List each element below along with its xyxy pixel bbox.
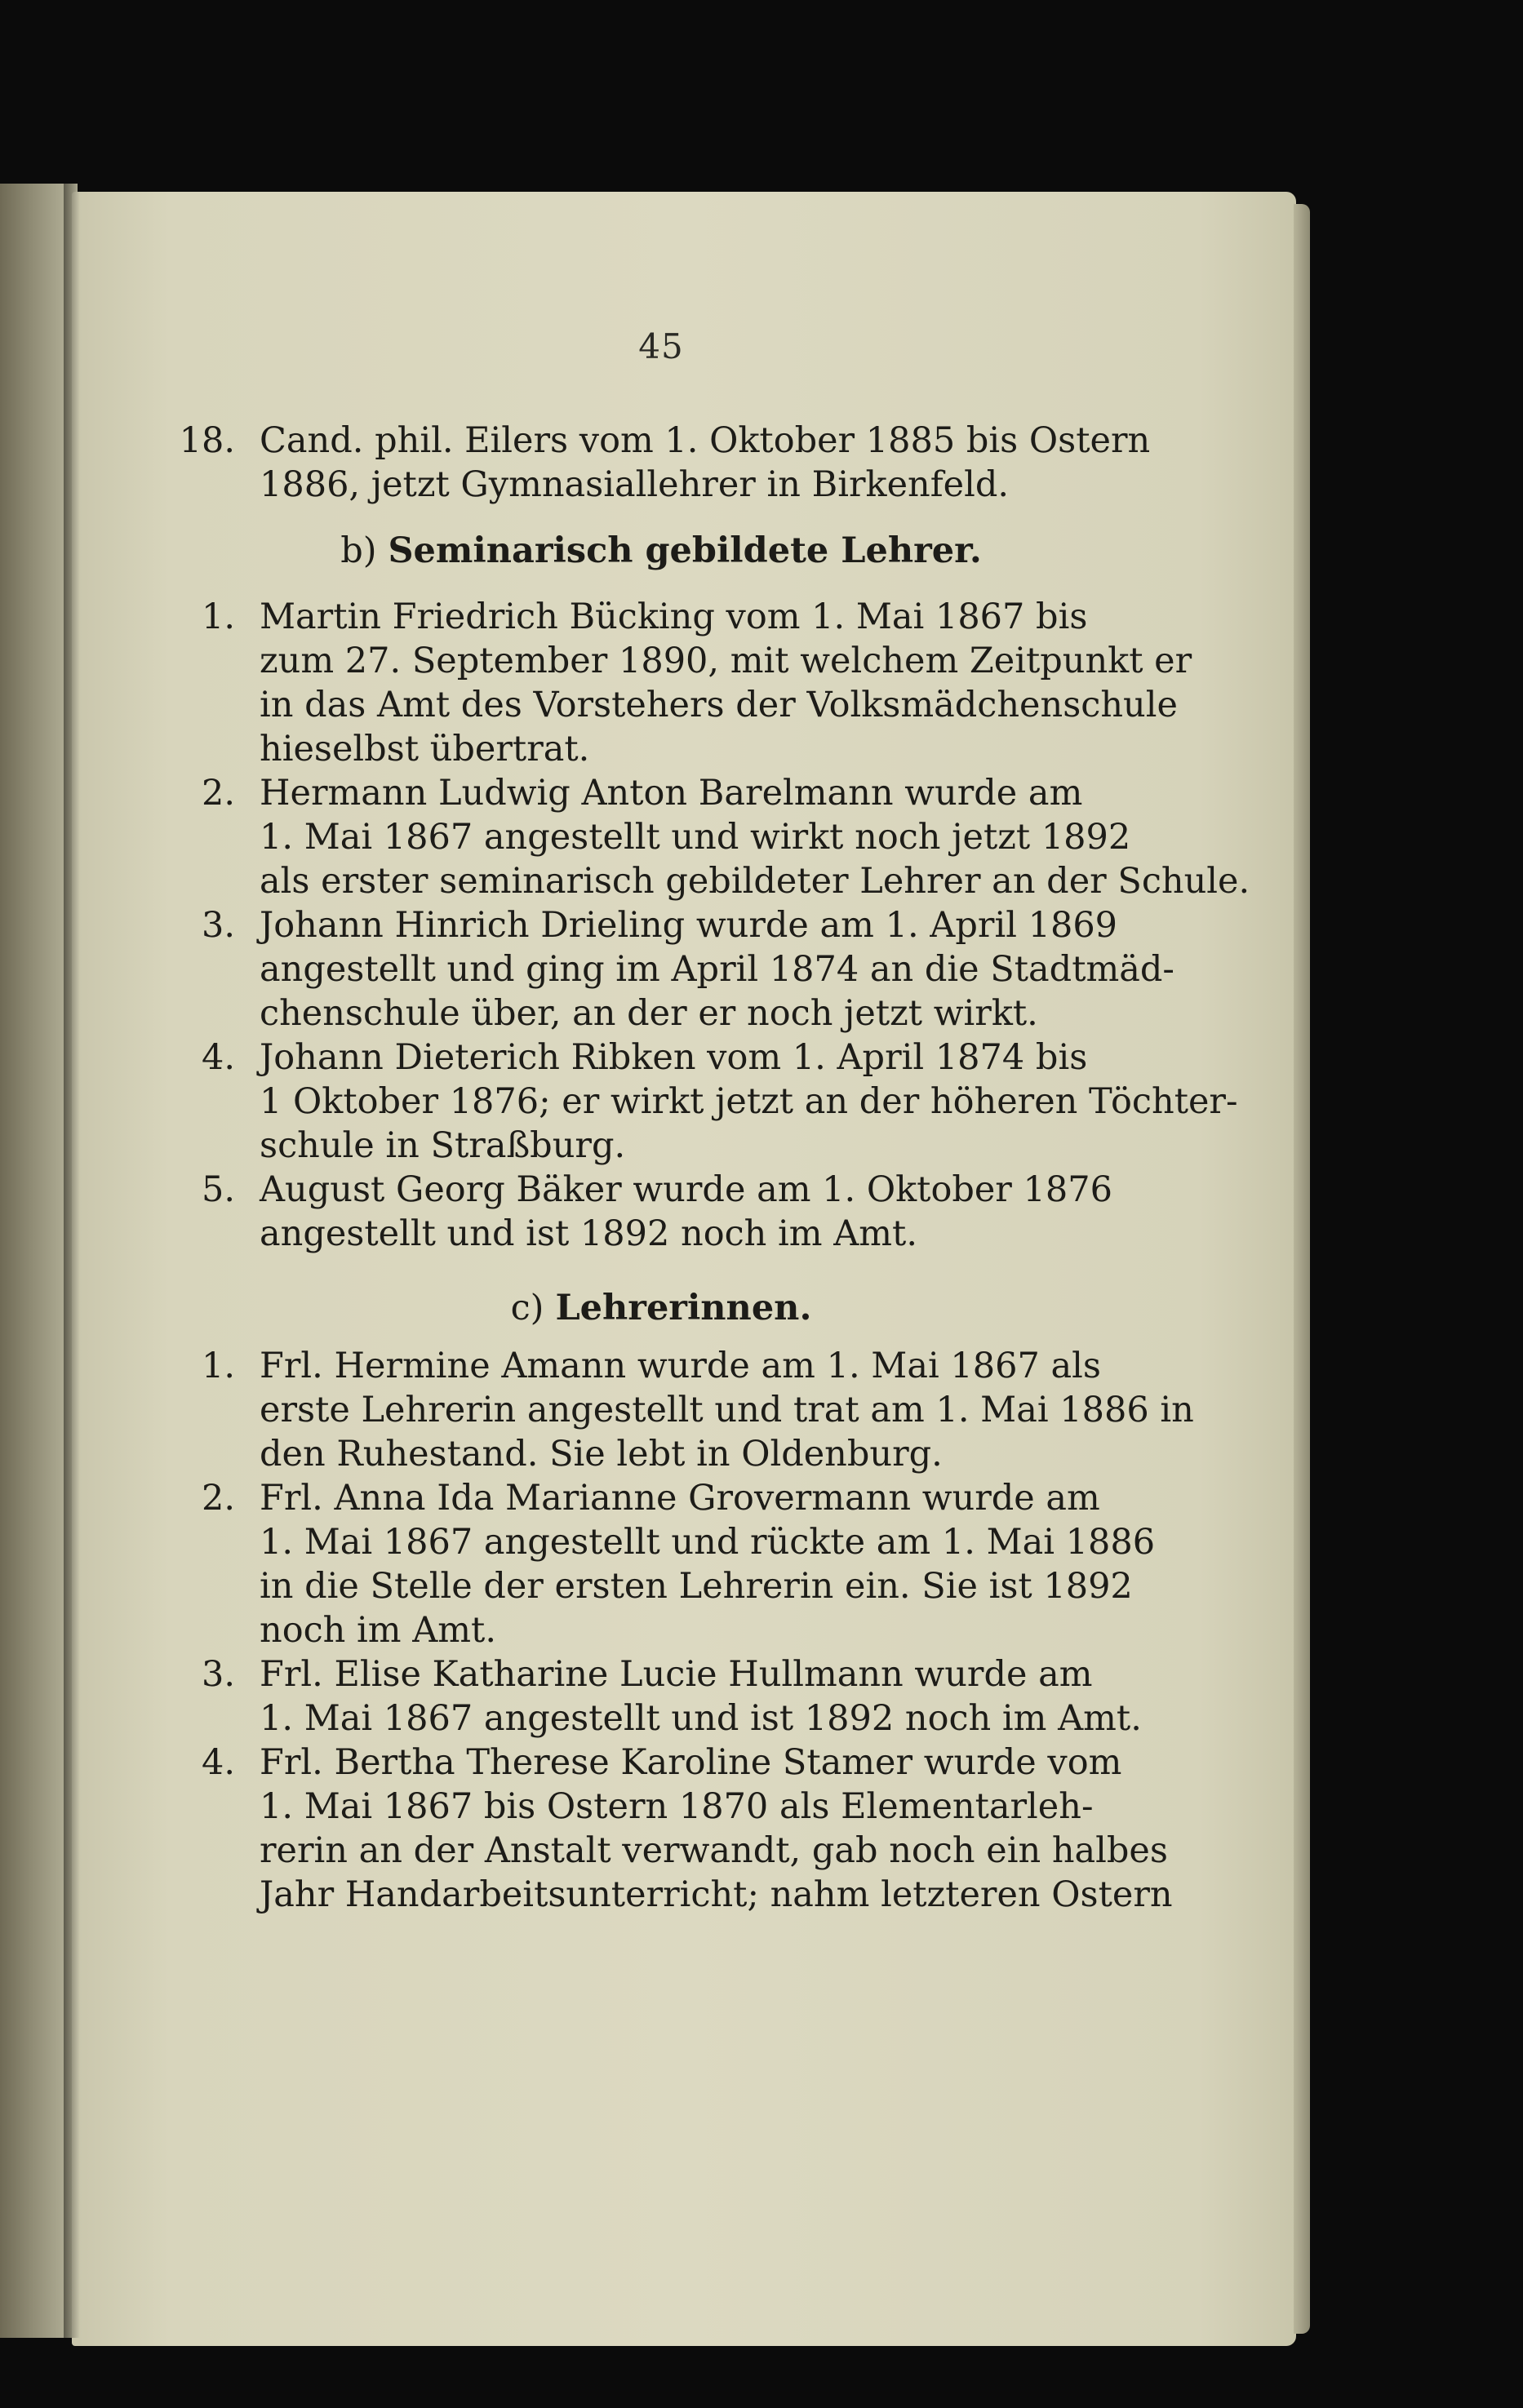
section-heading — [0, 1288, 1322, 1328]
entry-number: 5. — [201, 1169, 235, 1210]
entry-line: angestellt und ist 1892 noch im Amt. — [260, 1213, 917, 1254]
entry-line: Frl. Bertha Therese Karoline Stamer wurde vom — [260, 1742, 1122, 1783]
entry-line: Frl. Anna Ida Marianne Grovermann wurde am — [260, 1478, 1100, 1519]
page-fore-edge — [1294, 204, 1310, 2334]
page-number: 45 — [638, 326, 684, 366]
entry-line: 1 Oktober 1876; er wirkt jetzt an der höheren Töchter- — [260, 1081, 1238, 1122]
entry-line: Hermann Ludwig Anton Barelmann wurde am — [260, 773, 1083, 814]
entry-line: chenschule über, an der er noch jetzt wirkt. — [260, 993, 1038, 1034]
entry-line: rerin an der Anstalt verwandt, gab noch ein halbes — [260, 1830, 1168, 1871]
entry-line: August Georg Bäker wurde am 1. Oktober 1876 — [260, 1169, 1112, 1210]
section-title: Seminarisch gebildete Lehrer. — [388, 530, 982, 571]
section-letter: b) — [340, 530, 377, 571]
entry-line: Frl. Hermine Amann wurde am 1. Mai 1867 als — [260, 1346, 1101, 1386]
entry-line: den Ruhestand. Sie lebt in Oldenburg. — [260, 1434, 943, 1475]
entry-number: 2. — [201, 1478, 235, 1519]
entry-line: 1. Mai 1867 bis Ostern 1870 als Elementarleh- — [260, 1786, 1094, 1827]
entry-number: 4. — [201, 1742, 235, 1783]
section-title: Lehrerinnen. — [555, 1288, 812, 1328]
entry-line: 1. Mai 1867 angestellt und ist 1892 noch im Amt. — [260, 1698, 1142, 1739]
entry-line: 1. Mai 1867 angestellt und rückte am 1. Mai 1886 — [260, 1522, 1156, 1563]
entry-line: zum 27. September 1890, mit welchem Zeitpunkt er — [260, 641, 1192, 681]
entry-number: 4. — [201, 1037, 235, 1078]
entry-line: als erster seminarisch gebildeter Lehrer an der Schule. — [260, 861, 1250, 902]
entry-line: Jahr Handarbeitsunterricht; nahm letzteren Ostern — [260, 1874, 1173, 1915]
entry-line: Frl. Elise Katharine Lucie Hullmann wurde am — [260, 1654, 1093, 1695]
entry-line: hieselbst übertrat. — [260, 729, 590, 769]
entry-number: 1. — [201, 596, 235, 637]
entry-line: Cand. phil. Eilers vom 1. Oktober 1885 bis Ostern — [260, 420, 1151, 461]
entry-number: 2. — [201, 773, 235, 814]
entry-number: 18. — [179, 420, 235, 461]
entry-line: erste Lehrerin angestellt und trat am 1. Mai 1886 in — [260, 1390, 1194, 1430]
entry-line: in das Amt des Vorstehers der Volksmädchenschule — [260, 685, 1178, 725]
entry-line: noch im Amt. — [260, 1610, 496, 1651]
entry-number: 3. — [201, 1654, 235, 1695]
entry-number: 3. — [201, 905, 235, 946]
entry-line: 1. Mai 1867 angestellt und wirkt noch jetzt 1892 — [260, 817, 1131, 858]
book-page — [72, 192, 1296, 2346]
page-gutter-shadow — [64, 184, 80, 2338]
entry-line: Johann Hinrich Drieling wurde am 1. April 1869 — [260, 905, 1118, 946]
entry-line: Johann Dieterich Ribken vom 1. April 1874 bis — [260, 1037, 1088, 1078]
entry-line: 1886, jetzt Gymnasiallehrer in Birkenfeld. — [260, 464, 1010, 505]
entry-line: in die Stelle der ersten Lehrerin ein. Sie ist 1892 — [260, 1566, 1133, 1607]
section-letter: c) — [510, 1288, 544, 1328]
entry-number: 1. — [201, 1346, 235, 1386]
entry-line: schule in Straßburg. — [260, 1125, 626, 1166]
entry-line: Martin Friedrich Bücking vom 1. Mai 1867 bis — [260, 596, 1088, 637]
section-heading — [0, 530, 1322, 571]
entry-line: angestellt und ging im April 1874 an die Stadtmäd- — [260, 949, 1174, 990]
